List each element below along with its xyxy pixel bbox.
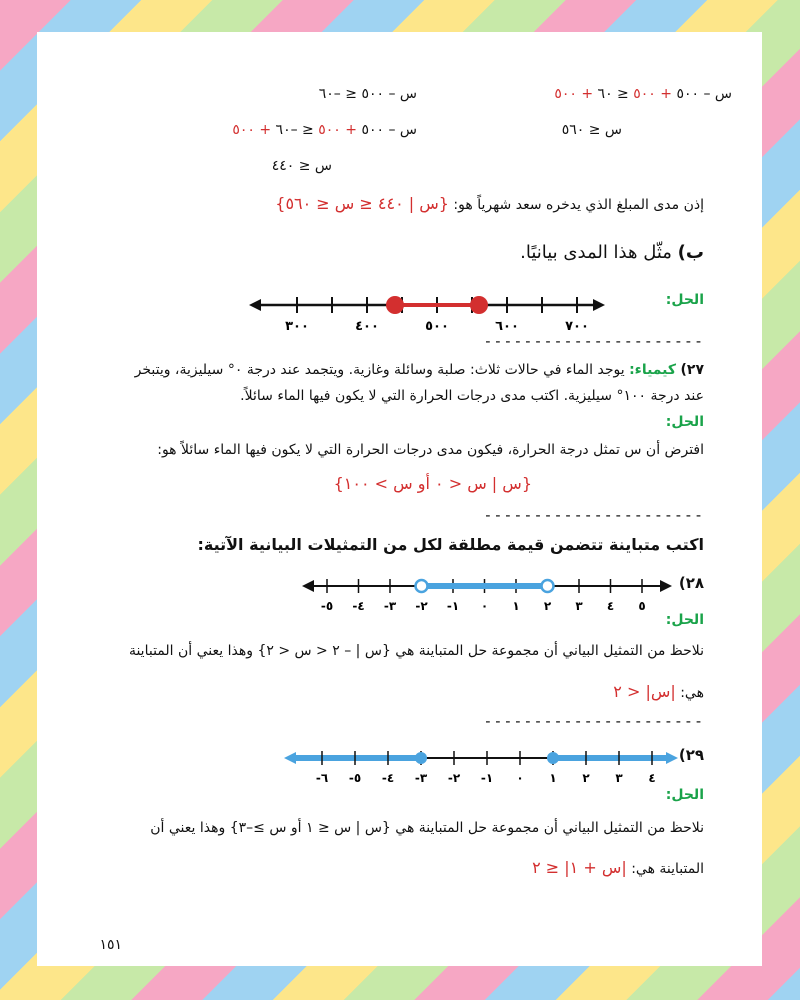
separator-2: ---------------------- (483, 506, 704, 524)
tick-label: ١- (446, 599, 460, 613)
tick-label: ٣- (383, 599, 397, 613)
tick-label: ٤- (352, 599, 365, 613)
tick-label: ٢ (582, 771, 590, 785)
tick-label: ٣- (414, 771, 428, 785)
range-statement (275, 194, 704, 213)
q27-solution-text: افترض أن س تمثل درجة الحرارة، فيكون مدى درجات الحرارة التي لا يكون فيها الماء سائلاً هو: (157, 442, 704, 458)
arrow-left-icon (284, 752, 296, 764)
range-text: إذن مدى المبلغ الذي يدخره سعد شهرياً هو: (453, 197, 704, 213)
tick-label: ٢- (415, 599, 428, 613)
tick-label: ٥- (320, 599, 334, 613)
solution-label-29: الحل: (665, 787, 704, 803)
range-value: {س | ٤٤٠ ≤ س ≤ ٥٦٠} (275, 194, 449, 213)
tick-label: ١- (480, 771, 494, 785)
separator-3: ---------------------- (483, 712, 704, 730)
tick-label: ٠ (516, 771, 524, 785)
separator-1: ---------------------- (483, 332, 704, 350)
arrow-left-icon (302, 580, 314, 592)
solution-label-28: الحل: (665, 612, 704, 628)
arrow-right-icon (593, 299, 605, 311)
tick-label: ٣٠٠ (285, 319, 309, 332)
q28-answer-line (613, 682, 704, 701)
arrow-right-icon (660, 580, 672, 592)
q27-line-1 (135, 362, 704, 378)
arrow-right-icon (666, 752, 678, 764)
tick-label: ٠ (480, 599, 489, 613)
tick-label: ٤ (648, 771, 656, 785)
number-line-3 (282, 740, 682, 786)
tick-label: ٤- (381, 771, 395, 785)
tick-label: ٤٠٠ (355, 319, 379, 332)
q29-answer-prefix: المتباينة هي: (631, 861, 704, 877)
solution-label-b: الحل: (665, 292, 704, 308)
work-line-1-right: س – ٥٠٠ + ٥٠٠ ≤ ٦٠ + ٥٠٠ (554, 86, 732, 102)
section-heading: اكتب متباينة تتضمن قيمة مطلقة لكل من التمثيلات البيانية الآتية: (197, 535, 704, 554)
closed-point (415, 752, 427, 764)
q29-solution-text: نلاحظ من التمثيل البياني أن مجموعة حل المتباينة هي {س | س ≤ ١ أو س ≥–٣} وهذا يعني أن (150, 820, 704, 836)
closed-point (470, 296, 488, 314)
tick-label: ٥- (348, 771, 362, 785)
page (37, 32, 762, 966)
q28-answer-prefix: هي: (680, 685, 704, 701)
tick-label: ٣ (615, 771, 623, 785)
q27-subject: كيمياء: (629, 362, 677, 378)
part-b-label: ب) (677, 242, 704, 263)
tick-label: ٤ (606, 599, 615, 613)
number-line-1 (247, 286, 607, 332)
tick-label: ١ (512, 599, 520, 613)
closed-point (386, 296, 404, 314)
q29-answer-line (532, 858, 704, 877)
q27-number: ٢٧) (680, 362, 704, 378)
page-number: ١٥١ (99, 937, 122, 953)
open-point (416, 580, 428, 592)
open-point (542, 580, 554, 592)
q28-answer: |س| < ٢ (613, 682, 676, 701)
work-line-2-left: س – ٥٠٠ + ٥٠٠ ≤ –٦٠ + ٥٠٠ (232, 122, 417, 138)
work-line-2-right: س ≤ ٥٦٠ (561, 122, 622, 138)
q28-number: ٢٨) (678, 574, 704, 592)
q29-answer: |س + ١| ≤ ٢ (532, 858, 627, 877)
tick-label: ٣ (575, 599, 583, 613)
tick-label: ٢- (447, 771, 461, 785)
q27-text-2: عند درجة ١٠٠° سيليزية. اكتب مدى درجات الحرارة التي لا يكون فيها الماء سائلاً. (240, 388, 704, 404)
part-b-text: مثّل هذا المدى بيانيًا. (520, 242, 672, 263)
tick-label: ١ (549, 771, 557, 785)
tick-label: ٥٠٠ (425, 319, 449, 332)
q27-answer: {س | س < ٠ أو س > ١٠٠} (333, 474, 532, 493)
work-line-1-left: س – ٥٠٠ ≤ –٦٠ (318, 86, 417, 102)
arrow-left-icon (249, 299, 261, 311)
closed-point (547, 752, 559, 764)
tick-label: ٦٠٠ (495, 319, 519, 332)
number-line-2 (302, 568, 682, 614)
q27-text-1: يوجد الماء في حالات ثلاث: صلبة وسائلة وغازية. ويتجمد عند درجة ٠° سيليزية، ويتبخر (134, 362, 625, 378)
part-b (520, 242, 704, 263)
q29-number: ٢٩) (678, 746, 704, 764)
work-line-3: س ≤ ٤٤٠ (271, 158, 332, 174)
tick-label: ٢ (543, 599, 552, 613)
solution-label-27: الحل: (665, 414, 704, 430)
tick-label: ٦- (315, 771, 329, 785)
q28-solution-text: نلاحظ من التمثيل البياني أن مجموعة حل المتباينة هي {س | – ٢ < س < ٢} وهذا يعني أن المتباينة (128, 643, 704, 659)
tick-label: ٧٠٠ (565, 319, 589, 332)
tick-label: ٥ (638, 599, 646, 613)
